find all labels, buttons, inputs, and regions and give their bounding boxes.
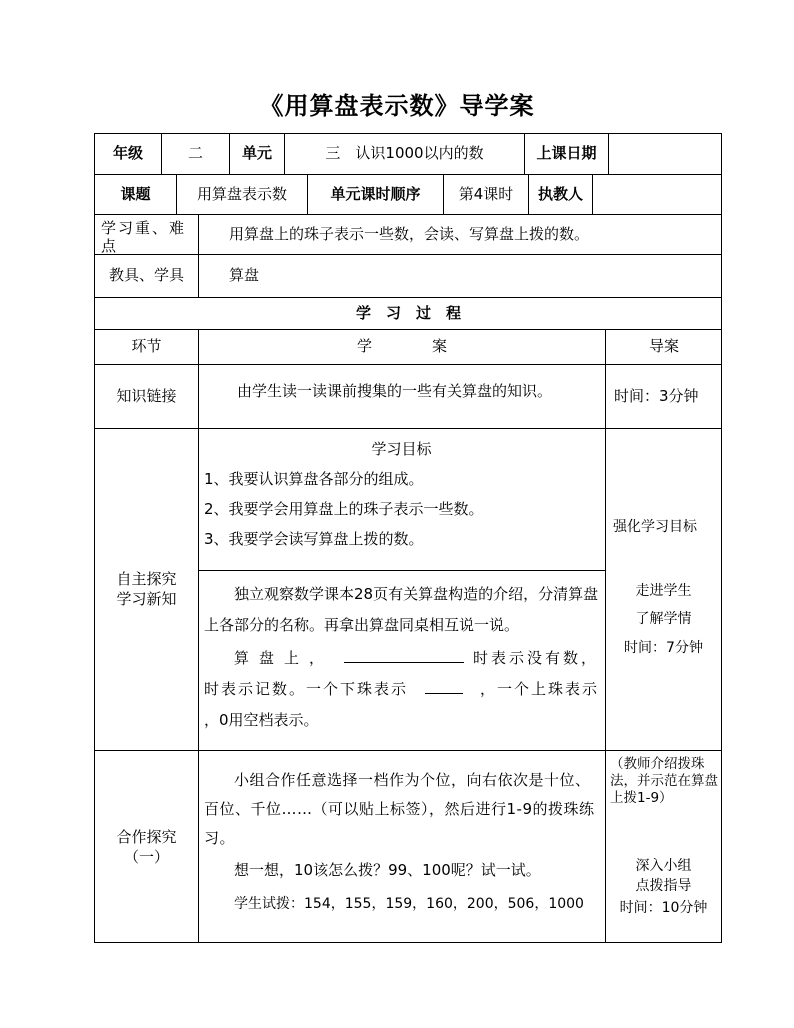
process-title: 学 习 过 程 <box>94 297 722 329</box>
col-guide-header: 导案 <box>605 329 722 364</box>
explore-divider <box>198 570 605 571</box>
grade-label: 年级 <box>94 133 161 174</box>
lesson-plan-table <box>94 133 722 943</box>
fill-blank-paragraph <box>204 643 599 736</box>
explore-stage-line1: 自主探究 <box>116 570 177 588</box>
page-title: 《用算盘表示数》导学案 <box>259 91 535 120</box>
coop-paragraph-2: 想一想，10该怎么拨？99、100呢？试一试。 <box>234 861 541 879</box>
fill-text-c: 时表示记数。一个下珠表示 <box>204 680 409 698</box>
col-plan-header: 学 案 <box>198 329 605 364</box>
teacher-value <box>592 174 722 214</box>
fill-line-2 <box>204 674 599 705</box>
guide-coop-c: 点拨指导 <box>635 878 692 894</box>
unit-label: 单元 <box>229 133 284 174</box>
goal-item: 3、我要学会读写算盘上拨的数。 <box>204 530 424 548</box>
grade-value: 二 <box>161 133 229 174</box>
guide-goal: 强化学习目标 <box>613 519 697 535</box>
teacher-label: 执教人 <box>528 174 592 214</box>
blank-2[interactable] <box>425 677 463 694</box>
guide-coop-a: （教师介绍拨珠法，并示范在算盘上拨1-9） <box>610 756 718 806</box>
link-guide: 时间：3分钟 <box>605 364 722 428</box>
focus-value: 用算盘上的珠子表示一些数，会读、写算盘上拨的数。 <box>198 214 722 254</box>
fill-line-1 <box>204 643 599 674</box>
coop-paragraph-1: 小组合作任意选择一档作为个位，向右依次是十位、百位、千位……（可以贴上标签），然后进行1-9的拨珠练习。 <box>204 771 595 847</box>
date-value <box>608 133 722 174</box>
link-text: 由学生读一读课前搜集的一些有关算盘的知识。 <box>198 364 605 428</box>
fill-text-e: ，0用空档表示。 <box>204 711 319 729</box>
guide-coop-d: 时间：10分钟 <box>619 900 708 916</box>
tools-label: 教具、学具 <box>94 254 198 297</box>
explore-stage-line2: 学习新知 <box>116 589 177 608</box>
col-stage-header: 环节 <box>94 329 198 364</box>
explore-stage <box>94 428 198 750</box>
tools-value: 算盘 <box>198 254 722 297</box>
fill-text-b: 时表示没有数， <box>472 649 599 667</box>
guide-explore-a: 走进学生 <box>635 583 692 599</box>
order-value: 第4课时 <box>443 174 528 214</box>
order-label: 单元课时顺序 <box>307 174 443 214</box>
goals-title: 学习目标 <box>371 440 432 458</box>
topic-label: 课题 <box>94 174 176 214</box>
table-border-right <box>721 133 722 943</box>
observe-paragraph: 独立观察数学课本28页有关算盘构造的介绍，分清算盘上各部分的名称。再拿出算盘同桌相互说一说。 <box>204 585 599 634</box>
link-stage: 知识链接 <box>94 364 198 428</box>
goal-item: 1、我要认识算盘各部分的组成。 <box>204 470 424 488</box>
topic-value: 用算盘表示数 <box>176 174 307 214</box>
table-border-bottom <box>94 942 722 943</box>
coop-stage: 合作探究（一） <box>94 750 198 943</box>
unit-value: 三 认识1000以内的数 <box>284 133 524 174</box>
fill-text-d: ，一个上珠表示 <box>479 680 599 698</box>
date-label: 上课日期 <box>524 133 608 174</box>
focus-label: 学习重、难点 <box>94 214 198 254</box>
guide-explore-b: 了解学情 <box>635 611 692 627</box>
blank-1[interactable] <box>344 646 464 663</box>
goal-item: 2、我要学会用算盘上的珠子表示一些数。 <box>204 500 484 518</box>
guide-coop-b: 深入小组 <box>635 858 692 874</box>
fill-text-a: 算盘上， <box>234 649 335 667</box>
guide-explore-c: 时间：7分钟 <box>624 640 703 656</box>
coop-paragraph-3: 学生试拨：154，155，159，160，200，506，1000 <box>234 896 584 912</box>
